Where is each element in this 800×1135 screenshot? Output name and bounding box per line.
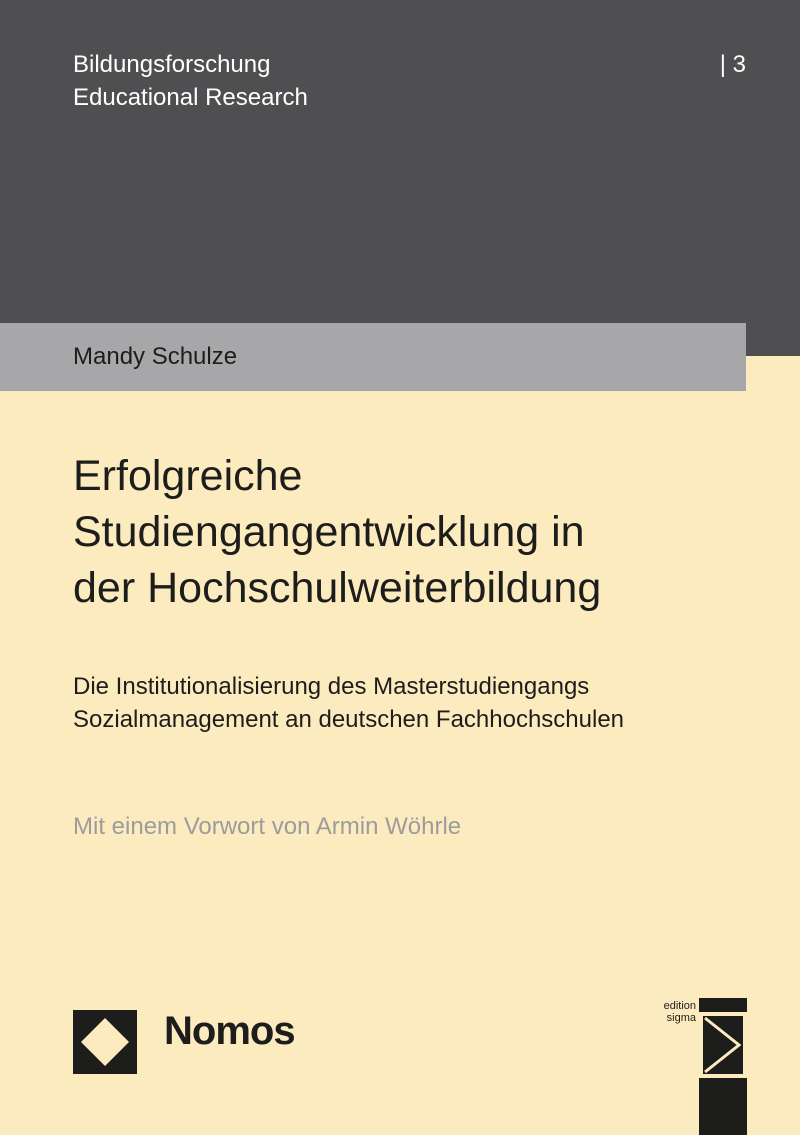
author-name: Mandy Schulze (73, 343, 238, 370)
edition-sigma-logo-icon (699, 998, 747, 1135)
series-title (73, 48, 308, 114)
series-title-german: Bildungsforschung (73, 51, 271, 78)
book-subtitle-line: Sozialmanagement an deutschen Fachhochschulen (73, 706, 625, 733)
publisher-name: Nomos (164, 1009, 295, 1053)
foreword-note: Mit einem Vorwort von Armin Wöhrle (73, 813, 462, 840)
series-title-english: Educational Research (73, 84, 308, 111)
imprint-line: sigma (666, 1012, 696, 1024)
book-subtitle-line: Die Institutionalisierung des Masterstudiengangs (73, 673, 590, 700)
volume-number: | 3 (719, 51, 746, 78)
book-title-line: der Hochschulweiterbildung (73, 564, 602, 612)
book-title-line: Erfolgreiche (73, 452, 303, 500)
book-title-line: Studiengangentwicklung in (73, 508, 585, 556)
imprint-line: edition (663, 1000, 696, 1012)
nomos-logo-icon (73, 1010, 137, 1074)
book-title (73, 448, 763, 616)
imprint-name (632, 1000, 696, 1024)
book-subtitle (73, 670, 763, 736)
